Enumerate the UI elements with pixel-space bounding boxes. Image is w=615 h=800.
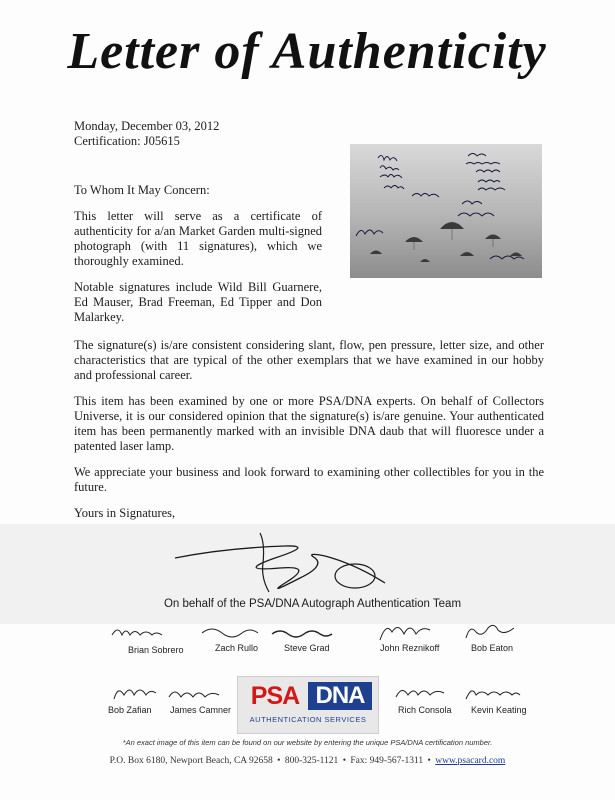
paragraph-5: We appreciate your business and look forward to examining other collectibles for you in the future. (74, 465, 544, 494)
footer-address: P.O. Box 6180, Newport Beach, CA 92658 (109, 756, 273, 766)
staff-name-7: James Camner (170, 705, 232, 715)
footer-fax: Fax: 949-567-1311 (350, 756, 424, 766)
staff-name-4: John Reznikoff (380, 643, 440, 653)
staff-signature-4 (374, 618, 436, 644)
logo-subtitle: AUTHENTICATION SERVICES (249, 715, 367, 724)
paragraph-1: This letter will serve as a certificate of authenticity for a/an Market Garden multi-signed photograph (with 11 signatures), which we thoroughly examined. (74, 209, 322, 268)
psa-dna-logo (237, 676, 379, 734)
letter-title (0, 10, 615, 90)
salutation: To Whom It May Concern: (74, 183, 210, 197)
letter-meta (74, 119, 219, 149)
staff-name-6: Bob Zafian (108, 705, 152, 715)
logo-dna-text: DNA (308, 682, 372, 710)
staff-name-2: Zach Rullo (215, 643, 259, 653)
staff-signature-3 (268, 624, 336, 644)
staff-signature-5 (462, 620, 518, 644)
staff-signature-7 (165, 681, 227, 705)
footer: P.O. Box 6180, Newport Beach, CA 92658 • 800-325-1121 • Fax: 949-567-1311 • www.psacard.com (109, 756, 506, 766)
paragraph-2: Notable signatures include Wild Bill Guarnere, Ed Mauser, Brad Freeman, Ed Tipper and Don Malarkey. (74, 280, 322, 324)
letter-date: Monday, December 03, 2012 (74, 119, 220, 133)
website-note: *An exact image of this item can be found on our website by entering the unique PSA/DNA certification number. (122, 738, 493, 747)
staff-signature-6 (110, 681, 162, 705)
certification-number: Certification: J05615 (74, 134, 180, 148)
paragraph-3: The signature(s) is/are consistent considering slant, flow, pen pressure, letter size, and other characteristics that are typical of the other exemplars that we have examined in our hobby and professional career. (74, 338, 544, 382)
staff-name-8: Rich Consola (398, 705, 452, 715)
staff-signature-8 (392, 681, 450, 705)
staff-name-9: Kevin Keating (471, 705, 527, 715)
title-text: Letter of Authenticity (67, 23, 547, 80)
logo-psa-text: PSA (250, 682, 300, 710)
staff-name-1: Brian Sobrero (128, 645, 184, 655)
staff-signature-2 (198, 623, 260, 645)
closing: Yours in Signatures, (74, 506, 176, 520)
authenticator-signature (165, 528, 395, 598)
staff-name-5: Bob Eaton (471, 643, 514, 653)
footer-phone: 800-325-1121 (284, 756, 339, 766)
team-line: On behalf of the PSA/DNA Autograph Authentication Team (163, 598, 462, 610)
signed-photograph (350, 144, 542, 278)
staff-signature-1 (108, 621, 168, 645)
staff-signature-9 (462, 681, 524, 705)
staff-name-3: Steve Grad (284, 643, 330, 653)
footer-website-link[interactable]: www.psacard.com (435, 756, 506, 766)
paragraph-4: This item has been examined by one or more PSA/DNA experts. On behalf of Collectors Universe, it is our considered opinion that the signature(s) is/are genuine. Your authenticated item has been permanently marked with an invisible DNA daub that will fluoresce under a patented laser lamp. (74, 394, 544, 453)
